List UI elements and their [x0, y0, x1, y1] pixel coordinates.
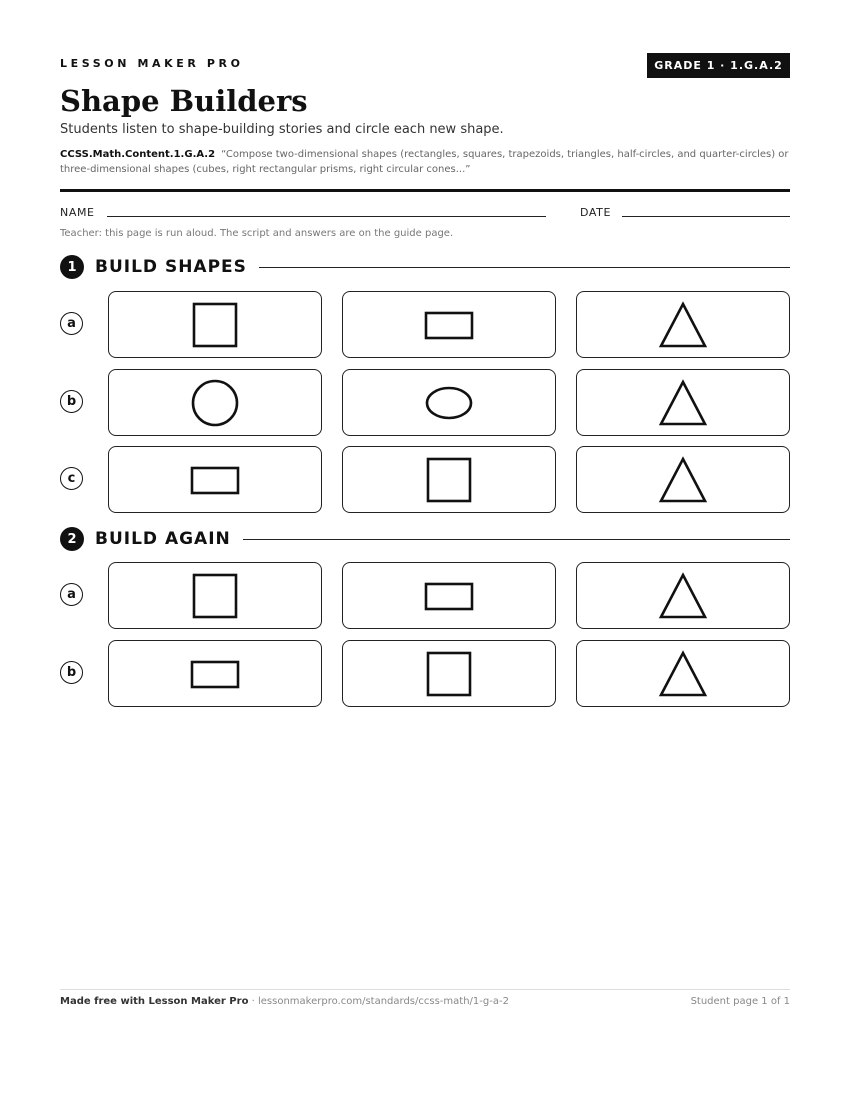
rectangle-icon [185, 649, 245, 699]
rectangle-shape [426, 313, 472, 338]
section-build-shapes [60, 255, 790, 279]
triangle-icon [653, 378, 713, 428]
row-label: a [60, 583, 83, 606]
shape-choice-box[interactable] [108, 369, 322, 436]
standard-code: CCSS.Math.Content.1.G.A.2 [60, 149, 216, 160]
oval-shape [427, 388, 471, 418]
section-number-badge: 1 [60, 255, 84, 279]
triangle-icon [653, 571, 713, 621]
shape-choice-box[interactable] [108, 562, 322, 629]
footer-page-number: Student page 1 of 1 [690, 996, 790, 1007]
shape-choice-box[interactable] [342, 291, 556, 358]
footer-url[interactable]: lessonmakerpro.com/standards/ccss-math/1-g-a-2 [257, 996, 509, 1007]
name-field-line[interactable] [107, 216, 546, 217]
date-label: DATE [580, 206, 612, 219]
square-icon [419, 649, 479, 699]
shape-choice-box[interactable] [576, 369, 790, 436]
rectangle-icon [419, 571, 479, 621]
square-icon [185, 300, 245, 350]
shape-choice-box[interactable] [108, 446, 322, 513]
date-field-line[interactable] [622, 216, 790, 217]
shape-choice-box[interactable] [576, 562, 790, 629]
triangle-icon [653, 455, 713, 505]
standard-description [60, 147, 790, 177]
square-shape [194, 304, 236, 346]
square-shape [428, 459, 470, 501]
shape-row [60, 291, 790, 358]
square-shape [428, 653, 470, 695]
row-label: b [60, 390, 83, 413]
shape-choice-box[interactable] [342, 446, 556, 513]
triangle-icon [653, 300, 713, 350]
shape-choice-box[interactable] [342, 640, 556, 707]
rectangle-icon [419, 300, 479, 350]
row-label: a [60, 312, 83, 335]
shape-row [60, 446, 790, 513]
section-build-again [60, 527, 790, 551]
shape-row [60, 640, 790, 707]
rectangle-icon [185, 455, 245, 505]
square-icon [185, 571, 245, 621]
triangle-icon [653, 649, 713, 699]
circle-shape [193, 381, 237, 425]
triangle-shape [661, 575, 705, 617]
footer-credit [60, 996, 509, 1007]
square-shape [194, 575, 236, 617]
section-title: BUILD SHAPES [95, 257, 247, 277]
row-label: c [60, 467, 83, 490]
teacher-note: Teacher: this page is run aloud. The script and answers are on the guide page. [60, 228, 454, 239]
shape-choice-box[interactable] [576, 446, 790, 513]
name-label: NAME [60, 206, 95, 219]
grade-badge: GRADE 1 · 1.G.A.2 [647, 53, 790, 78]
shape-choice-box[interactable] [342, 562, 556, 629]
shape-choice-box[interactable] [576, 640, 790, 707]
shape-row [60, 369, 790, 436]
section-number-badge: 2 [60, 527, 84, 551]
rectangle-shape [192, 662, 238, 687]
page-subtitle: Students listen to shape-building stories and circle each new shape. [60, 122, 504, 137]
triangle-shape [661, 382, 705, 424]
page-title: Shape Builders [60, 84, 308, 118]
shape-choice-box[interactable] [108, 640, 322, 707]
section-divider [259, 267, 790, 268]
row-label: b [60, 661, 83, 684]
shape-row [60, 562, 790, 629]
rectangle-shape [426, 584, 472, 609]
circle-icon [185, 378, 245, 428]
triangle-shape [661, 304, 705, 346]
brand-name: LESSON MAKER PRO [60, 57, 244, 70]
standard-text: “Compose two-dimensional shapes (rectangles, squares, trapezoids, triangles, half-circles, and quarter-circles) or three-dimensional shapes (cubes, right rectangular prisms, right circular cones...” [60, 149, 789, 175]
section-title: BUILD AGAIN [95, 529, 231, 549]
shape-choice-box[interactable] [576, 291, 790, 358]
footer-made-with: Made free with Lesson Maker Pro [60, 996, 249, 1007]
rectangle-shape [192, 468, 238, 493]
triangle-shape [661, 459, 705, 501]
square-icon [419, 455, 479, 505]
header-divider [60, 189, 790, 192]
shape-choice-box[interactable] [108, 291, 322, 358]
oval-icon [419, 378, 479, 428]
section-divider [243, 539, 790, 540]
shape-choice-box[interactable] [342, 369, 556, 436]
triangle-shape [661, 653, 705, 695]
footer-separator: · [248, 996, 258, 1007]
footer-divider [60, 989, 790, 990]
